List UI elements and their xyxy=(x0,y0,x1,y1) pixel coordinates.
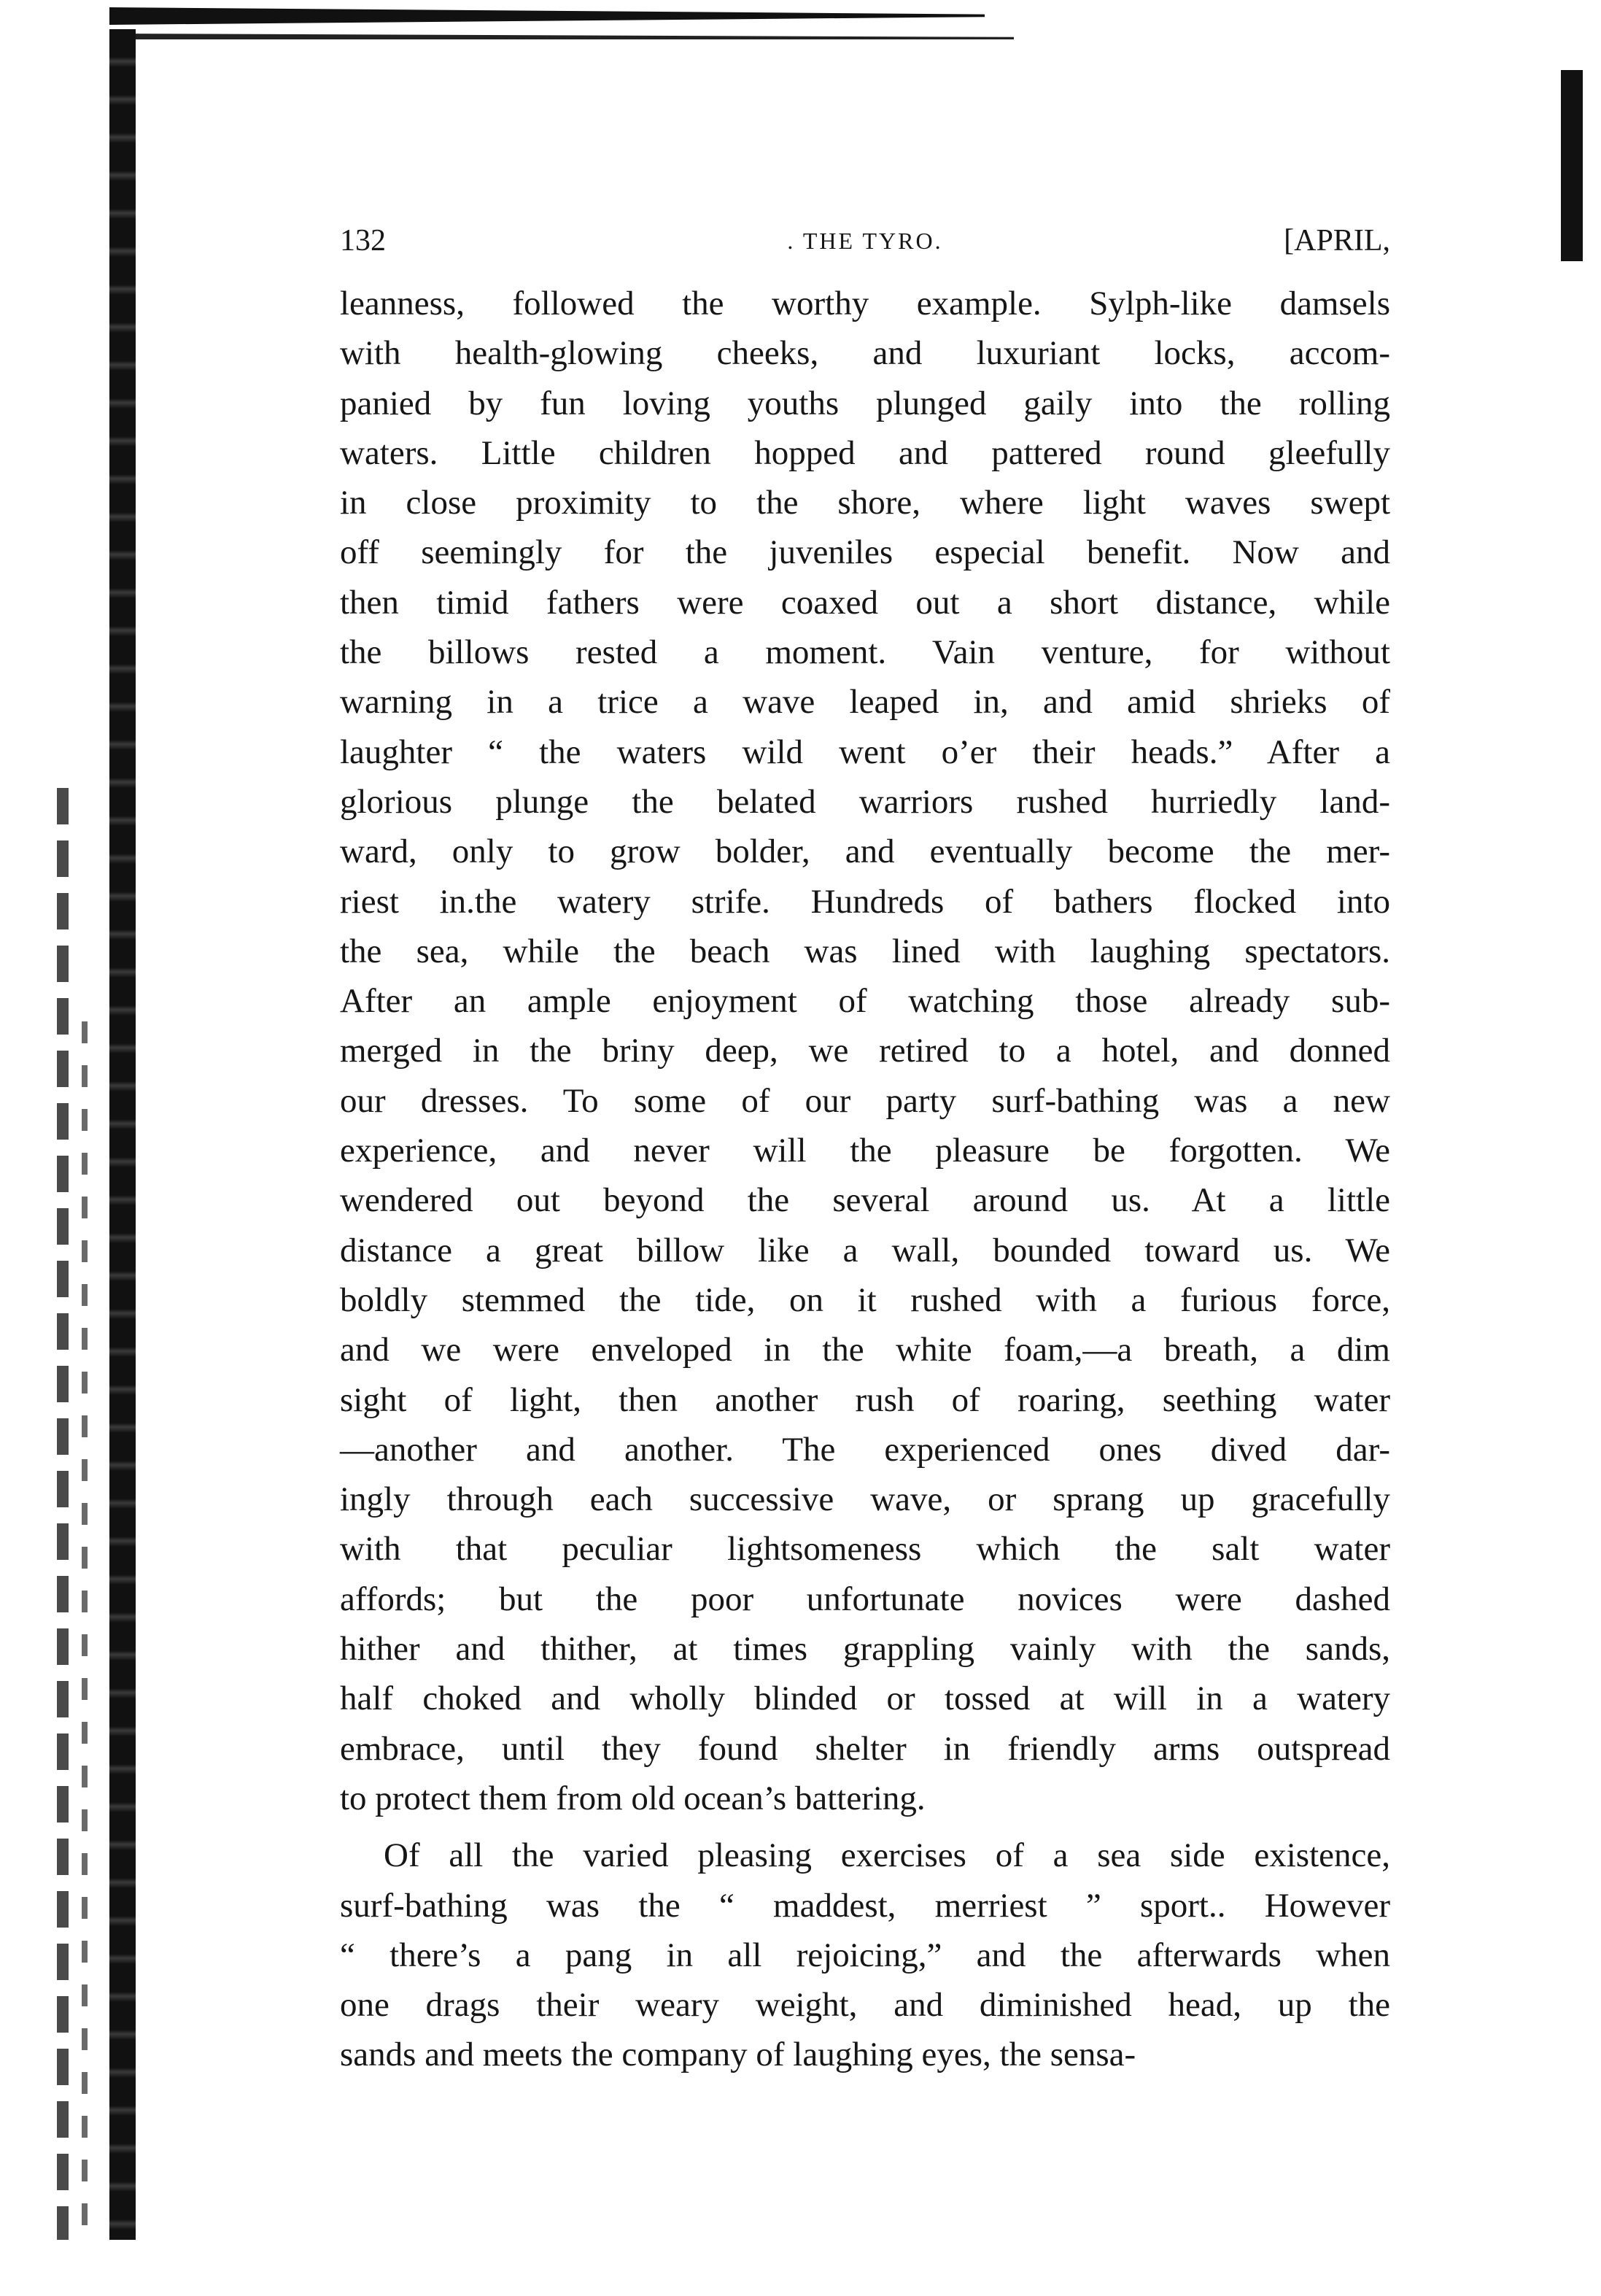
text-line: sands and meets the company of laughing eyes, the sensa- xyxy=(340,2036,1136,2074)
text-line: boldly stemmed the tide, on it rushed with a furious force, xyxy=(340,1280,1390,1319)
text-line: After an ample enjoyment of watching those already sub- xyxy=(340,982,1390,1021)
text-line: our dresses. To some of our party surf-bathing was a new xyxy=(340,1081,1390,1120)
text-line: in close proximity to the shore, where light waves swept xyxy=(340,484,1390,522)
scan-edge-left xyxy=(109,29,136,2240)
scan-edge-left-outer xyxy=(57,788,69,2240)
text-line: glorious plunge the belated warriors rushed hurriedly land- xyxy=(340,782,1390,821)
text-line: laughter “ the waters wild went o’er their heads.” After a xyxy=(340,733,1390,771)
text-line: Of all the varied pleasing exercises of a sea side existence, xyxy=(384,1836,1390,1875)
text-line: waters. Little children hopped and pattered round gleefully xyxy=(340,433,1390,472)
paragraph-1 xyxy=(340,279,1390,1823)
body-text xyxy=(340,279,1390,2080)
text-line: hither and thither, at times grappling vainly with the sands, xyxy=(340,1630,1390,1669)
journal-title: . THE TYRO. xyxy=(787,228,943,254)
scan-edge-right xyxy=(1561,70,1583,261)
paragraph-2 xyxy=(340,1831,1390,2079)
text-line: the sea, while the beach was lined with laughing spectators. xyxy=(340,932,1390,970)
text-line: surf-bathing was the “ maddest, merriest ” sport.. However xyxy=(340,1886,1390,1925)
text-line: and we were enveloped in the white foam,—a breath, a dim xyxy=(340,1331,1390,1369)
text-line: riest in.the watery strife. Hundreds of bathers flocked into xyxy=(340,882,1390,921)
text-line: distance a great billow like a wall, bounded toward us. We xyxy=(340,1231,1390,1269)
text-line: ingly through each successive wave, or sprang up gracefully xyxy=(340,1480,1390,1519)
scan-edge-left-inner xyxy=(82,1021,88,2233)
text-line: with health-glowing cheeks, and luxuriant locks, accom- xyxy=(340,334,1390,373)
text-line: embrace, until they found shelter in friendly arms outspread xyxy=(340,1729,1390,1768)
issue-month: [APRIL, xyxy=(1284,224,1390,258)
page-number: 132 xyxy=(340,224,386,258)
running-head xyxy=(340,212,1390,263)
page xyxy=(340,212,1390,2080)
text-line: then timid fathers were coaxed out a short distance, while xyxy=(340,583,1390,622)
text-line: off seemingly for the juveniles especial benefit. Now and xyxy=(340,533,1390,572)
text-line: to protect them from old ocean’s battering. xyxy=(340,1779,926,1817)
text-line: panied by fun loving youths plunged gaily into the rolling xyxy=(340,384,1390,422)
text-line: affords; but the poor unfortunate novices were dashed xyxy=(340,1580,1390,1618)
text-line: ward, only to grow bolder, and eventually become the mer- xyxy=(340,832,1390,871)
text-line: leanness, followed the worthy example. Sylph-like damsels xyxy=(340,285,1390,322)
text-line: the billows rested a moment. Vain venture, for without xyxy=(340,633,1390,672)
text-line: sight of light, then another rush of roaring, seething water xyxy=(340,1380,1390,1419)
scan-edge-top xyxy=(109,7,985,25)
text-line: merged in the briny deep, we retired to a hotel, and donned xyxy=(340,1032,1390,1070)
text-line: one drags their weary weight, and diminished head, up the xyxy=(340,1986,1390,2025)
text-line: warning in a trice a wave leaped in, and amid shrieks of xyxy=(340,683,1390,722)
text-line: “ there’s a pang in all rejoicing,” and the afterwards when xyxy=(340,1936,1390,1974)
text-line: —another and another. The experienced ones dived dar- xyxy=(340,1430,1390,1469)
text-line: with that peculiar lightsomeness which the salt water xyxy=(340,1530,1390,1569)
text-line: half choked and wholly blinded or tossed at will in a watery xyxy=(340,1680,1390,1718)
text-line: wendered out beyond the several around us. At a little xyxy=(340,1181,1390,1220)
text-line: experience, and never will the pleasure be forgotten. We xyxy=(340,1132,1390,1170)
scan-edge-top-thin xyxy=(109,34,1014,39)
